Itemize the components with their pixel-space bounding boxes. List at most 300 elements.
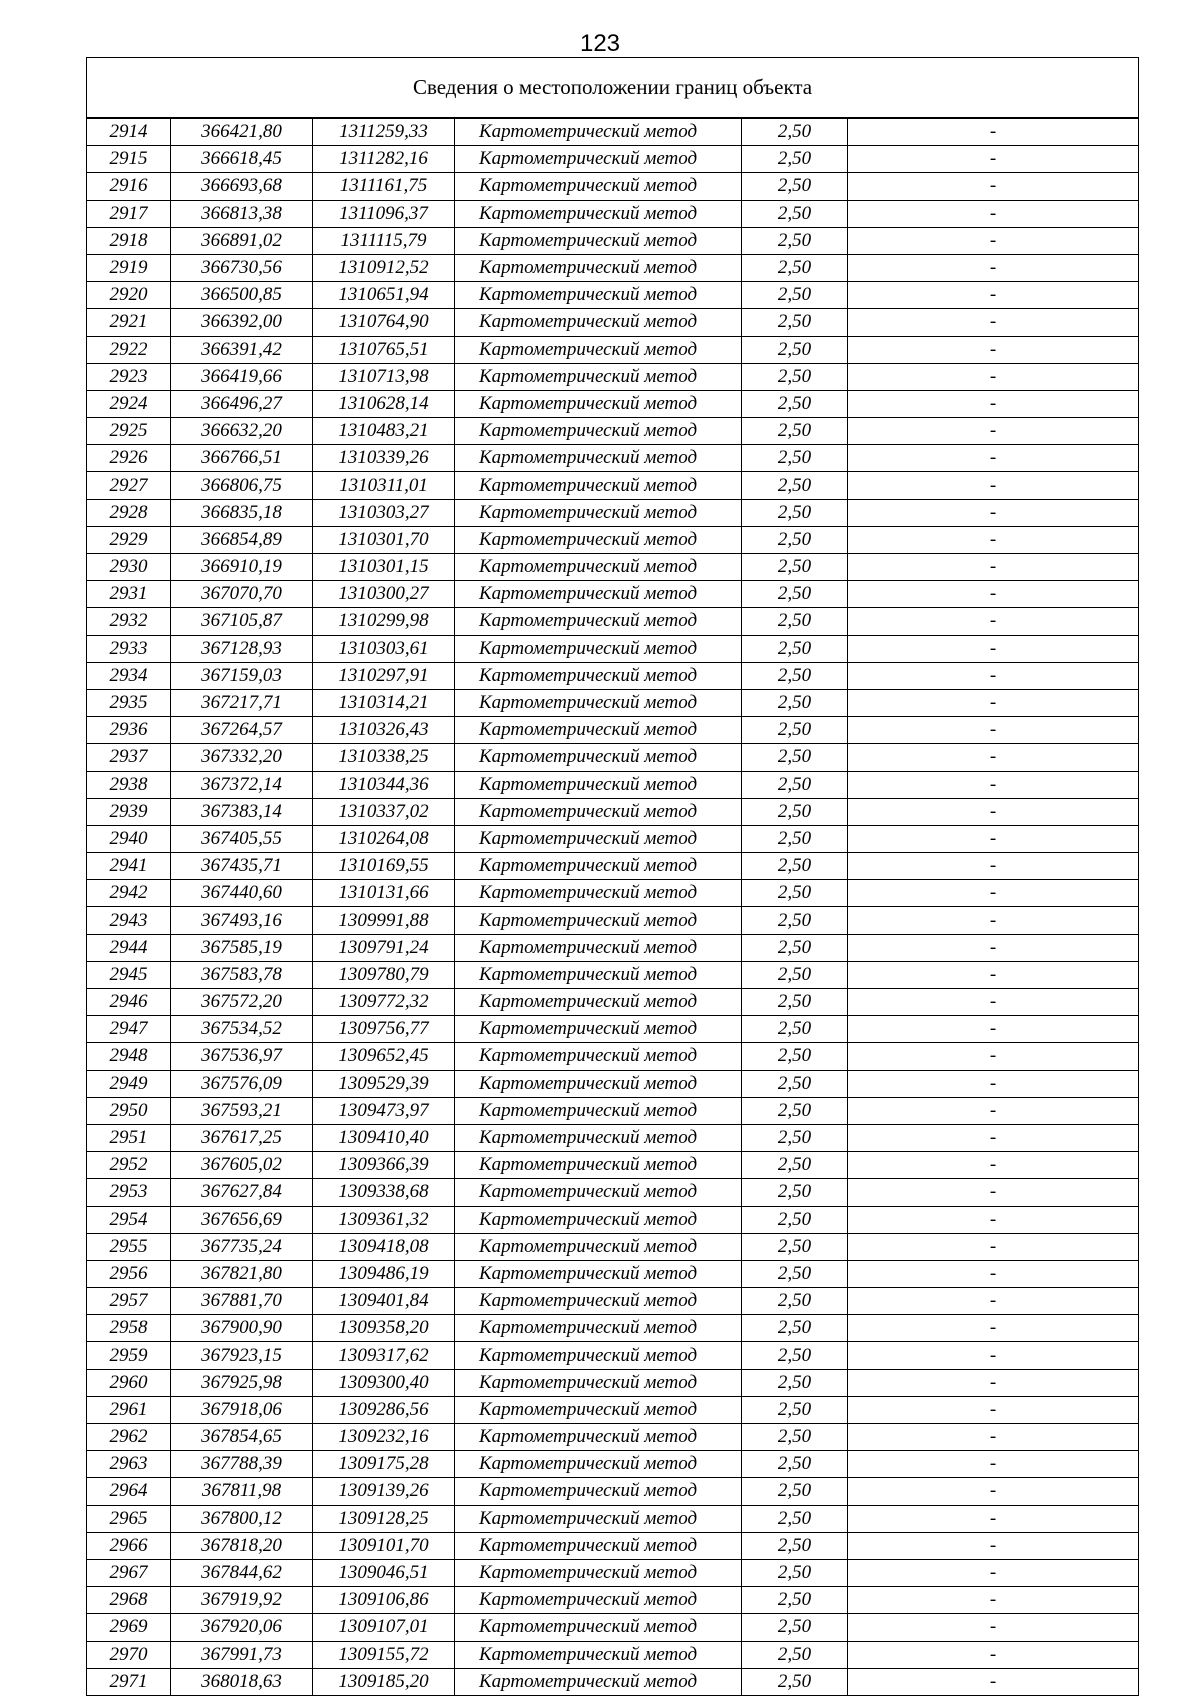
method-cell: Картометрический метод [455,418,742,445]
method-cell: Картометрический метод [455,825,742,852]
point-number-cell: 2928 [87,499,171,526]
note-cell: - [848,282,1139,309]
note-cell: - [848,1315,1139,1342]
table-row [87,118,1139,146]
point-number-cell: 2942 [87,880,171,907]
accuracy-cell: 2,50 [742,309,848,336]
note-cell: - [848,1124,1139,1151]
table-row [87,608,1139,635]
x-coordinate-cell: 367493,16 [171,907,313,934]
table-row [87,1342,1139,1369]
point-number-cell: 2966 [87,1532,171,1559]
point-number-cell: 2922 [87,336,171,363]
x-coordinate-cell: 367605,02 [171,1152,313,1179]
method-cell: Картометрический метод [455,254,742,281]
method-cell: Картометрический метод [455,554,742,581]
note-cell: - [848,1070,1139,1097]
y-coordinate-cell: 1310628,14 [313,390,455,417]
accuracy-cell: 2,50 [742,1532,848,1559]
accuracy-cell: 2,50 [742,744,848,771]
accuracy-cell: 2,50 [742,526,848,553]
point-number-cell: 2971 [87,1668,171,1695]
point-number-cell: 2946 [87,989,171,1016]
table-row [87,989,1139,1016]
table-row [87,1668,1139,1695]
accuracy-cell: 2,50 [742,1070,848,1097]
y-coordinate-cell: 1309401,84 [313,1288,455,1315]
point-number-cell: 2967 [87,1559,171,1586]
x-coordinate-cell: 367440,60 [171,880,313,907]
point-number-cell: 2923 [87,363,171,390]
y-coordinate-cell: 1310169,55 [313,853,455,880]
y-coordinate-cell: 1311115,79 [313,227,455,254]
x-coordinate-cell: 367881,70 [171,1288,313,1315]
y-coordinate-cell: 1311282,16 [313,146,455,173]
method-cell: Картометрический метод [455,390,742,417]
method-cell: Картометрический метод [455,1315,742,1342]
table-row [87,146,1139,173]
accuracy-cell: 2,50 [742,1559,848,1586]
note-cell: - [848,1043,1139,1070]
note-cell: - [848,1206,1139,1233]
accuracy-cell: 2,50 [742,1233,848,1260]
x-coordinate-cell: 366693,68 [171,173,313,200]
method-cell: Картометрический метод [455,1396,742,1423]
method-cell: Картометрический метод [455,1668,742,1695]
note-cell: - [848,472,1139,499]
note-cell: - [848,336,1139,363]
table-row [87,336,1139,363]
accuracy-cell: 2,50 [742,1505,848,1532]
x-coordinate-cell: 367583,78 [171,961,313,988]
point-number-cell: 2939 [87,798,171,825]
accuracy-cell: 2,50 [742,336,848,363]
table-row [87,1587,1139,1614]
table-row [87,254,1139,281]
table-row [87,934,1139,961]
point-number-cell: 2944 [87,934,171,961]
method-cell: Картометрический метод [455,934,742,961]
accuracy-cell: 2,50 [742,825,848,852]
table-row [87,635,1139,662]
y-coordinate-cell: 1309128,25 [313,1505,455,1532]
x-coordinate-cell: 366835,18 [171,499,313,526]
note-cell: - [848,173,1139,200]
table-row [87,445,1139,472]
accuracy-cell: 2,50 [742,200,848,227]
point-number-cell: 2941 [87,853,171,880]
accuracy-cell: 2,50 [742,1260,848,1287]
method-cell: Картометрический метод [455,798,742,825]
x-coordinate-cell: 367991,73 [171,1641,313,1668]
accuracy-cell: 2,50 [742,1614,848,1641]
y-coordinate-cell: 1310301,70 [313,526,455,553]
method-cell: Картометрический метод [455,907,742,934]
note-cell: - [848,608,1139,635]
accuracy-cell: 2,50 [742,1179,848,1206]
table-row [87,1260,1139,1287]
method-cell: Картометрический метод [455,227,742,254]
y-coordinate-cell: 1310303,61 [313,635,455,662]
method-cell: Картометрический метод [455,744,742,771]
table-row [87,662,1139,689]
x-coordinate-cell: 366806,75 [171,472,313,499]
y-coordinate-cell: 1310300,27 [313,581,455,608]
note-cell: - [848,1152,1139,1179]
accuracy-cell: 2,50 [742,1124,848,1151]
method-cell: Картометрический метод [455,499,742,526]
note-cell: - [848,1342,1139,1369]
accuracy-cell: 2,50 [742,1424,848,1451]
accuracy-cell: 2,50 [742,1369,848,1396]
table-row [87,227,1139,254]
note-cell: - [848,445,1139,472]
point-number-cell: 2954 [87,1206,171,1233]
note-cell: - [848,418,1139,445]
page-number: 123 [579,30,621,57]
table-row [87,1124,1139,1151]
method-cell: Картометрический метод [455,1505,742,1532]
method-cell: Картометрический метод [455,200,742,227]
note-cell: - [848,1097,1139,1124]
x-coordinate-cell: 366496,27 [171,390,313,417]
point-number-cell: 2933 [87,635,171,662]
table-row [87,309,1139,336]
method-cell: Картометрический метод [455,717,742,744]
x-coordinate-cell: 366854,89 [171,526,313,553]
accuracy-cell: 2,50 [742,146,848,173]
point-number-cell: 2947 [87,1016,171,1043]
x-coordinate-cell: 367405,55 [171,825,313,852]
method-cell: Картометрический метод [455,1206,742,1233]
method-cell: Картометрический метод [455,146,742,173]
method-cell: Картометрический метод [455,853,742,880]
table-row [87,1424,1139,1451]
note-cell: - [848,254,1139,281]
point-number-cell: 2934 [87,662,171,689]
note-cell: - [848,635,1139,662]
note-cell: - [848,662,1139,689]
y-coordinate-cell: 1309991,88 [313,907,455,934]
method-cell: Картометрический метод [455,662,742,689]
accuracy-cell: 2,50 [742,907,848,934]
x-coordinate-cell: 367788,39 [171,1451,313,1478]
x-coordinate-cell: 367821,80 [171,1260,313,1287]
table-row [87,1152,1139,1179]
table-row [87,825,1139,852]
method-cell: Картометрический метод [455,1559,742,1586]
point-number-cell: 2969 [87,1614,171,1641]
y-coordinate-cell: 1309361,32 [313,1206,455,1233]
table-row [87,1396,1139,1423]
table-row [87,1233,1139,1260]
y-coordinate-cell: 1309418,08 [313,1233,455,1260]
note-cell: - [848,1424,1139,1451]
table-row [87,1505,1139,1532]
x-coordinate-cell: 367105,87 [171,608,313,635]
method-cell: Картометрический метод [455,581,742,608]
y-coordinate-cell: 1311259,33 [313,118,455,146]
x-coordinate-cell: 368018,63 [171,1668,313,1695]
y-coordinate-cell: 1310337,02 [313,798,455,825]
x-coordinate-cell: 366419,66 [171,363,313,390]
point-number-cell: 2951 [87,1124,171,1151]
table-row [87,689,1139,716]
note-cell: - [848,1016,1139,1043]
table-row [87,499,1139,526]
note-cell: - [848,1260,1139,1287]
point-number-cell: 2943 [87,907,171,934]
note-cell: - [848,581,1139,608]
note-cell: - [848,1614,1139,1641]
note-cell: - [848,961,1139,988]
method-cell: Картометрический метод [455,173,742,200]
accuracy-cell: 2,50 [742,1396,848,1423]
method-cell: Картометрический метод [455,1260,742,1287]
accuracy-cell: 2,50 [742,1342,848,1369]
note-cell: - [848,1233,1139,1260]
point-number-cell: 2950 [87,1097,171,1124]
x-coordinate-cell: 367536,97 [171,1043,313,1070]
note-cell: - [848,934,1139,961]
method-cell: Картометрический метод [455,1179,742,1206]
y-coordinate-cell: 1310765,51 [313,336,455,363]
point-number-cell: 2920 [87,282,171,309]
x-coordinate-cell: 366421,80 [171,118,313,146]
x-coordinate-cell: 367854,65 [171,1424,313,1451]
note-cell: - [848,689,1139,716]
x-coordinate-cell: 366730,56 [171,254,313,281]
y-coordinate-cell: 1309286,56 [313,1396,455,1423]
table-row [87,1206,1139,1233]
note-cell: - [848,771,1139,798]
method-cell: Картометрический метод [455,363,742,390]
table-row [87,526,1139,553]
note-cell: - [848,798,1139,825]
point-number-cell: 2965 [87,1505,171,1532]
point-number-cell: 2959 [87,1342,171,1369]
method-cell: Картометрический метод [455,1016,742,1043]
point-number-cell: 2949 [87,1070,171,1097]
accuracy-cell: 2,50 [742,472,848,499]
note-cell: - [848,526,1139,553]
point-number-cell: 2968 [87,1587,171,1614]
table-row [87,853,1139,880]
note-cell: - [848,1668,1139,1695]
note-cell: - [848,499,1139,526]
point-number-cell: 2962 [87,1424,171,1451]
point-number-cell: 2961 [87,1396,171,1423]
point-number-cell: 2963 [87,1451,171,1478]
x-coordinate-cell: 367800,12 [171,1505,313,1532]
y-coordinate-cell: 1310131,66 [313,880,455,907]
note-cell: - [848,744,1139,771]
y-coordinate-cell: 1309780,79 [313,961,455,988]
table-row [87,418,1139,445]
point-number-cell: 2958 [87,1315,171,1342]
accuracy-cell: 2,50 [742,635,848,662]
y-coordinate-cell: 1310297,91 [313,662,455,689]
note-cell: - [848,118,1139,146]
x-coordinate-cell: 367128,93 [171,635,313,662]
table-row [87,1614,1139,1641]
method-cell: Картометрический метод [455,1043,742,1070]
method-cell: Картометрический метод [455,1070,742,1097]
accuracy-cell: 2,50 [742,1152,848,1179]
note-cell: - [848,1505,1139,1532]
x-coordinate-cell: 367900,90 [171,1315,313,1342]
x-coordinate-cell: 366391,42 [171,336,313,363]
table-row [87,1532,1139,1559]
point-number-cell: 2926 [87,445,171,472]
note-cell: - [848,200,1139,227]
table-row [87,200,1139,227]
y-coordinate-cell: 1309338,68 [313,1179,455,1206]
y-coordinate-cell: 1310264,08 [313,825,455,852]
note-cell: - [848,989,1139,1016]
table-row [87,1288,1139,1315]
table-title: Сведения о местоположении границ объекта [87,58,1139,119]
table-body [87,118,1139,1695]
method-cell: Картометрический метод [455,282,742,309]
method-cell: Картометрический метод [455,309,742,336]
method-cell: Картометрический метод [455,472,742,499]
y-coordinate-cell: 1309139,26 [313,1478,455,1505]
y-coordinate-cell: 1310339,26 [313,445,455,472]
point-number-cell: 2918 [87,227,171,254]
x-coordinate-cell: 366813,38 [171,200,313,227]
accuracy-cell: 2,50 [742,445,848,472]
accuracy-cell: 2,50 [742,581,848,608]
x-coordinate-cell: 366618,45 [171,146,313,173]
x-coordinate-cell: 367735,24 [171,1233,313,1260]
y-coordinate-cell: 1310912,52 [313,254,455,281]
method-cell: Картометрический метод [455,1478,742,1505]
method-cell: Картометрический метод [455,1532,742,1559]
x-coordinate-cell: 367656,69 [171,1206,313,1233]
y-coordinate-cell: 1309410,40 [313,1124,455,1151]
table-row [87,173,1139,200]
point-number-cell: 2921 [87,309,171,336]
table-row [87,880,1139,907]
x-coordinate-cell: 366766,51 [171,445,313,472]
method-cell: Картометрический метод [455,118,742,146]
accuracy-cell: 2,50 [742,1641,848,1668]
y-coordinate-cell: 1309772,32 [313,989,455,1016]
note-cell: - [848,1587,1139,1614]
table-row [87,1478,1139,1505]
accuracy-cell: 2,50 [742,1668,848,1695]
point-number-cell: 2931 [87,581,171,608]
accuracy-cell: 2,50 [742,118,848,146]
x-coordinate-cell: 367070,70 [171,581,313,608]
y-coordinate-cell: 1310299,98 [313,608,455,635]
accuracy-cell: 2,50 [742,1097,848,1124]
y-coordinate-cell: 1309652,45 [313,1043,455,1070]
x-coordinate-cell: 367919,92 [171,1587,313,1614]
method-cell: Картометрический метод [455,771,742,798]
y-coordinate-cell: 1309106,86 [313,1587,455,1614]
point-number-cell: 2948 [87,1043,171,1070]
point-number-cell: 2970 [87,1641,171,1668]
x-coordinate-cell: 367217,71 [171,689,313,716]
accuracy-cell: 2,50 [742,961,848,988]
x-coordinate-cell: 367332,20 [171,744,313,771]
x-coordinate-cell: 366500,85 [171,282,313,309]
accuracy-cell: 2,50 [742,717,848,744]
x-coordinate-cell: 366392,00 [171,309,313,336]
method-cell: Картометрический метод [455,445,742,472]
point-number-cell: 2953 [87,1179,171,1206]
accuracy-cell: 2,50 [742,1478,848,1505]
x-coordinate-cell: 367159,03 [171,662,313,689]
method-cell: Картометрический метод [455,635,742,662]
accuracy-cell: 2,50 [742,390,848,417]
y-coordinate-cell: 1309529,39 [313,1070,455,1097]
method-cell: Картометрический метод [455,1288,742,1315]
point-number-cell: 2938 [87,771,171,798]
x-coordinate-cell: 367593,21 [171,1097,313,1124]
y-coordinate-cell: 1310314,21 [313,689,455,716]
y-coordinate-cell: 1310713,98 [313,363,455,390]
point-number-cell: 2932 [87,608,171,635]
table-row [87,961,1139,988]
note-cell: - [848,554,1139,581]
table-row [87,1369,1139,1396]
x-coordinate-cell: 367585,19 [171,934,313,961]
accuracy-cell: 2,50 [742,853,848,880]
table-row [87,798,1139,825]
y-coordinate-cell: 1309791,24 [313,934,455,961]
table-row [87,907,1139,934]
note-cell: - [848,309,1139,336]
method-cell: Картометрический метод [455,1641,742,1668]
y-coordinate-cell: 1309473,97 [313,1097,455,1124]
table-row [87,1451,1139,1478]
y-coordinate-cell: 1309756,77 [313,1016,455,1043]
x-coordinate-cell: 366632,20 [171,418,313,445]
table-row [87,1179,1139,1206]
x-coordinate-cell: 367925,98 [171,1369,313,1396]
table-row [87,363,1139,390]
x-coordinate-cell: 367923,15 [171,1342,313,1369]
y-coordinate-cell: 1309107,01 [313,1614,455,1641]
y-coordinate-cell: 1311161,75 [313,173,455,200]
x-coordinate-cell: 366891,02 [171,227,313,254]
point-number-cell: 2952 [87,1152,171,1179]
table-row [87,1097,1139,1124]
accuracy-cell: 2,50 [742,1587,848,1614]
y-coordinate-cell: 1311096,37 [313,200,455,227]
method-cell: Картометрический метод [455,689,742,716]
accuracy-cell: 2,50 [742,499,848,526]
boundary-table [86,57,1139,1696]
method-cell: Картометрический метод [455,1124,742,1151]
y-coordinate-cell: 1309300,40 [313,1369,455,1396]
method-cell: Картометрический метод [455,1369,742,1396]
table-row [87,282,1139,309]
method-cell: Картометрический метод [455,989,742,1016]
point-number-cell: 2916 [87,173,171,200]
accuracy-cell: 2,50 [742,689,848,716]
x-coordinate-cell: 367617,25 [171,1124,313,1151]
note-cell: - [848,363,1139,390]
note-cell: - [848,825,1139,852]
accuracy-cell: 2,50 [742,1288,848,1315]
note-cell: - [848,717,1139,744]
point-number-cell: 2945 [87,961,171,988]
method-cell: Картометрический метод [455,1587,742,1614]
